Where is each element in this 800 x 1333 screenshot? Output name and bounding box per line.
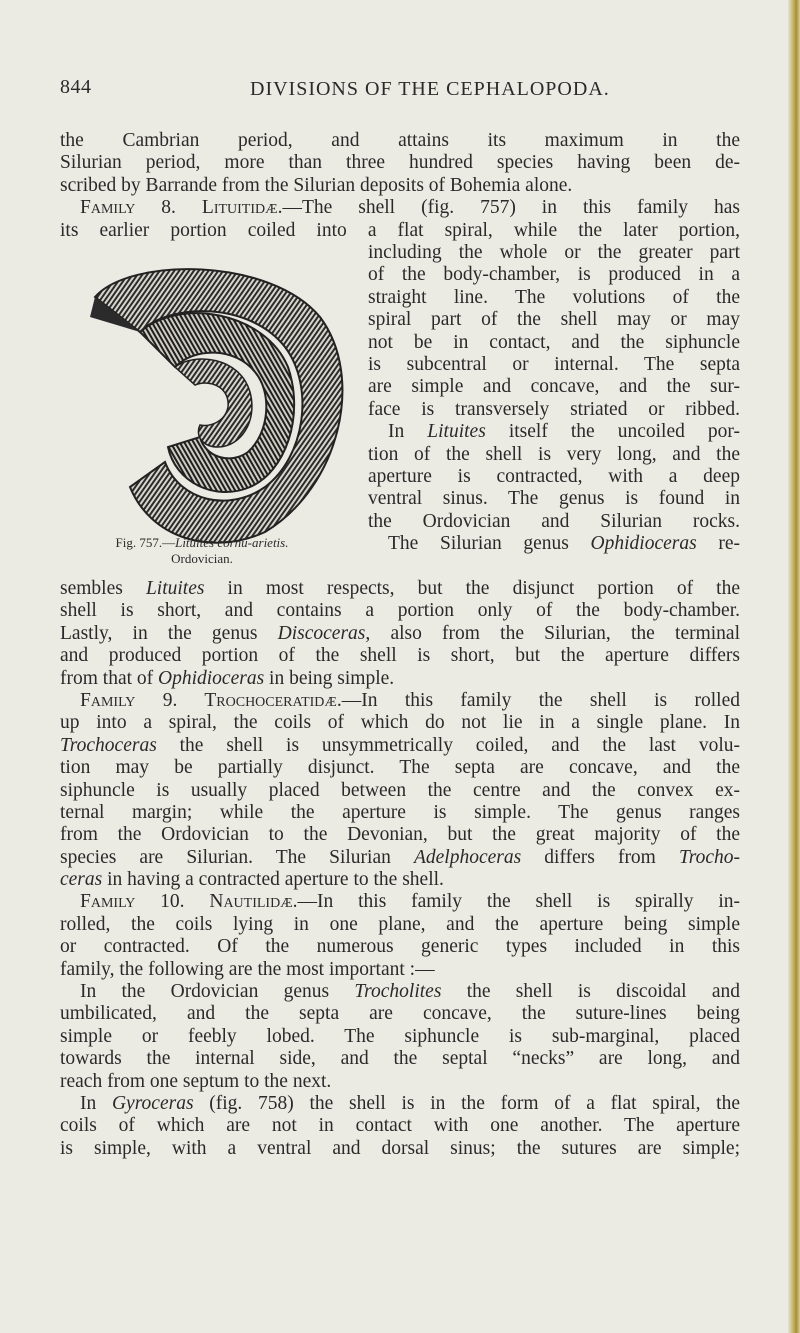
wrap-column [368,242,740,555]
text-line: family, the following are the most important :— [60,958,435,980]
intro-paragraph [60,130,740,242]
genus-name: Ophidioceras [158,667,265,689]
family-heading: Family 8. Lituitidæ. [80,197,283,219]
family-8-line [60,197,740,219]
text-line: rolled, the coils lying in one plane, and the aperture being simple [60,913,740,935]
text-line: not be in contact, and the siphuncle [368,331,740,353]
text-span: in having a contracted aperture to the shell. [102,869,444,891]
text-line: up into a spiral, the coils of which do not lie in a single plane. In [60,712,740,734]
text-span: —The shell (fig. 757) in this family has [282,197,740,219]
text-line: face is transversely striated or ribbed. [368,398,740,420]
running-title: DIVISIONS OF THE CEPHALOPODA. [250,78,610,100]
text-line: reach from one septum to the next. [60,1070,332,1092]
text-line: including the whole or the greater part [368,242,740,263]
genus-name: Lituites [427,421,486,443]
text-span: The Silurian genus [388,533,591,555]
text-line: umbilicated, and the septa are concave, the suture-lines being [60,1003,740,1025]
caption-species: Lituites cornu-arietis. [175,535,289,550]
text-span: In [388,421,428,443]
text-span: In [80,1092,112,1114]
text-span: —In this family the shell is rolled [341,689,741,711]
text-line: is subcentral or internal. The septa [368,353,740,375]
caption-age: Ordovician. [171,551,233,566]
text-line: or contracted. Of the numerous generic types included in this [60,936,740,958]
text-span: itself the uncoiled por- [485,421,740,443]
family-9-line [60,690,740,712]
text-span: species are Silurian. The Silurian [60,846,414,868]
genus-name: Trocholites [354,981,442,1003]
lituites-illustration [90,257,350,547]
text-span: Lastly, in the genus [60,622,278,644]
text-line: the Cambrian period, and attains its maximum in the [60,130,740,151]
text-line [368,533,740,555]
text-line: tion of the shell is very long, and the [368,443,740,465]
text-span: differs from [521,846,679,868]
text-line: towards the internal side, and the septal “necks” are long, and [60,1048,740,1070]
genus-name: ceras [60,869,103,891]
text-line: straight line. The volutions of the [368,286,740,308]
text-span: sembles [60,578,146,599]
text-span: —In this family the shell is spirally in- [297,891,740,913]
family-heading: Family 10. Nautilidæ. [80,891,298,913]
text-line: Silurian period, more than three hundred species having been de- [60,152,740,174]
figure-caption [52,535,352,567]
text-line: siphuncle is usually placed between the centre and the convex ex- [60,779,740,801]
text-line: aperture is contracted, with a deep [368,465,740,487]
text-line: simple or feebly lobed. The siphuncle is sub-marginal, placed [60,1025,740,1047]
text-line: the Ordovician and Silurian rocks. [368,510,740,532]
text-line: spiral part of the shell may or may [368,309,740,331]
text-line: scribed by Barrande from the Silurian deposits of Bohemia alone. [60,174,573,196]
caption-fig-number: Fig. 757.— [115,535,176,550]
text-span: (fig. 758) the shell is in the form of a flat spiral, the [193,1092,740,1114]
running-header [60,76,760,106]
text-span: in most respects, but the disjunct portion of the [204,578,741,599]
text-line [60,578,740,600]
text-line [60,668,740,690]
text-line: tion may be partially disjunct. The septa are concave, and the [60,757,740,779]
genus-name: Trocho- [678,846,740,868]
fossil-figure [90,257,350,547]
page-edge [788,0,800,1333]
text-span: from that of [60,667,159,689]
text-line: its earlier portion coiled into a flat spiral, while the later portion, [60,219,740,241]
family-10-line [60,891,740,913]
text-line [60,981,740,1003]
text-line: from the Ordovician to the Devonian, but the great majority of the [60,824,740,846]
text-line: are simple and concave, and the sur- [368,376,740,398]
text-line: is simple, with a ventral and dorsal sinus; the sutures are simple; [60,1137,740,1159]
page-number: 844 [60,76,92,98]
text-line [60,847,740,869]
family-heading: Family 9. Trochoceratidæ. [80,689,342,711]
text-line: of the body-chamber, is produced in a [368,264,740,286]
text-line [60,869,740,891]
text-line: coils of which are not in contact with one another. The aperture [60,1115,740,1137]
text-line [60,1093,740,1115]
text-span: the shell is discoidal and [441,981,740,1003]
body-text [60,578,740,1160]
text-line: ventral sinus. The genus is found in [368,488,740,510]
text-span: , also from the Silurian, the terminal [365,622,740,644]
genus-name: Lituites [145,578,205,599]
genus-name: Gyroceras [111,1092,194,1114]
text-line [60,735,740,757]
text-line: shell is short, and contains a portion only of the body-chamber. [60,600,740,622]
genus-name: Adelphoceras [413,846,522,868]
text-span: in being simple. [264,667,395,689]
genus-name: Trochoceras [60,734,157,756]
text-line [368,421,740,443]
text-span: re- [696,533,740,555]
genus-name: Discoceras [277,622,366,644]
text-line: ternal margin; while the aperture is simple. The genus ranges [60,801,740,823]
text-span: the shell is unsymmetrically coiled, and the last volu- [156,734,740,756]
text-line [60,623,740,645]
text-span: In the Ordovician genus [80,981,355,1003]
text-line: and produced portion of the shell is short, but the aperture differs [60,645,740,667]
genus-name: Ophidioceras [590,533,697,555]
